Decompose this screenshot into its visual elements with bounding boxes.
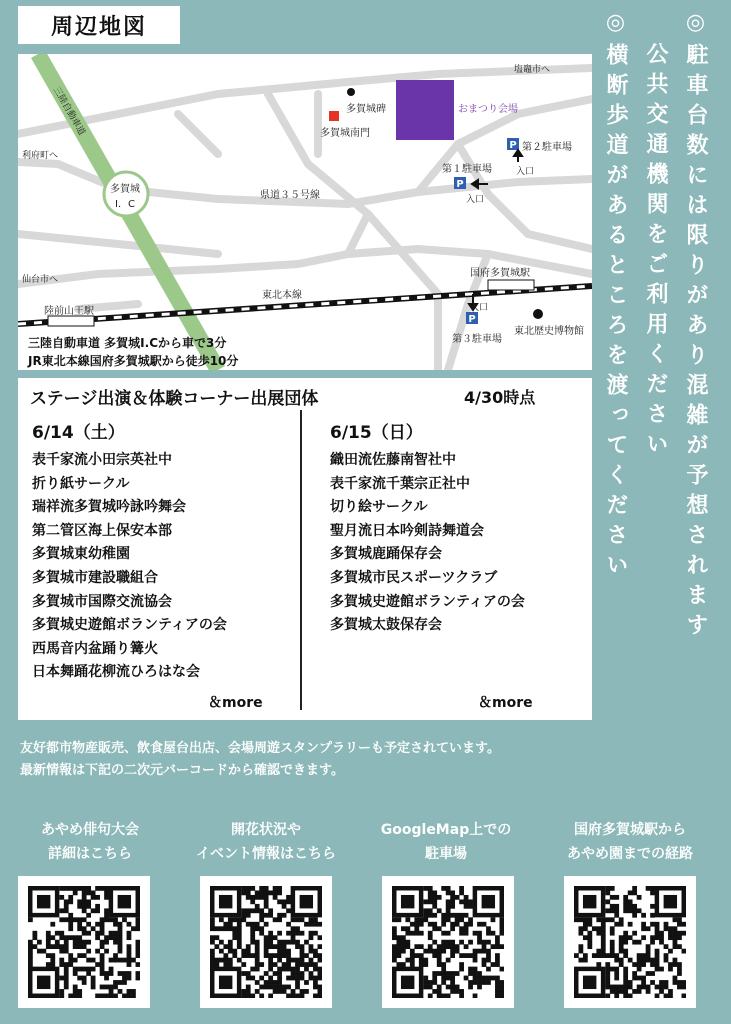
qr-code-icon: [392, 886, 504, 998]
qr-code-icon: [210, 886, 322, 998]
qr-caption-line: GoogleMap上での: [380, 822, 512, 838]
qr-caption-line: 開花状況や: [231, 822, 301, 838]
info-line-2: 最新情報は下記の二次元バーコードから確認できます。: [20, 763, 344, 778]
shiogama-direction: 塩竈市へ: [514, 65, 551, 75]
qr-caption-route: [540, 818, 720, 870]
kokufu-station-label: 国府多賀城駅: [470, 268, 530, 279]
station-kokufu: [488, 280, 534, 290]
parking3-label: 第３駐車場: [452, 334, 502, 345]
south-gate-marker: [329, 111, 339, 121]
rikuzen-station-label: 陸前山王駅: [44, 306, 94, 317]
parking-letter-2: P: [509, 140, 517, 151]
qr-code-route[interactable]: [564, 876, 696, 1008]
qr-code-icon: [28, 886, 140, 998]
museum-marker: [533, 309, 543, 319]
qr-code-haiku[interactable]: [18, 876, 150, 1008]
parking1-label: 第１駐車場: [442, 164, 492, 175]
expressway-label: 三陸自動車道: [50, 85, 87, 138]
day2-group: 表千家流千葉宗正社中: [330, 475, 470, 492]
entrance-label-1: 入口: [466, 195, 485, 205]
day1-group: 多賀城市国際交流協会: [32, 593, 172, 610]
qr-caption-parking: [356, 818, 536, 870]
groups-title: ステージ出演＆体験コーナー出展団体: [30, 389, 319, 409]
qr-caption-line: 詳細はこちら: [48, 846, 132, 862]
day1-group: 日本舞踊花柳流ひろはな会: [32, 664, 200, 681]
qr-caption-line: 駐車場: [425, 846, 467, 862]
museum-label: 東北歴史博物館: [514, 326, 584, 337]
notice-parking: ◎駐車台数には限りがあり混雑が予想されます: [683, 10, 708, 643]
qr-code-parking[interactable]: [382, 876, 514, 1008]
day2-group: 織田流佐藤南智社中: [330, 452, 456, 468]
qr-caption-line: イベント情報はこちら: [196, 846, 336, 862]
south-gate-label: 多賀城南門: [320, 128, 370, 139]
info-line-1: 友好都市物産販売、飲食屋台出店、会場周遊スタンプラリーも予定されています。: [20, 741, 500, 756]
venue-block: [396, 80, 454, 140]
day1-group: 多賀城東幼稚園: [32, 546, 130, 563]
day2-label: 6/15（日）: [330, 423, 423, 443]
day1-group: 西馬音内盆踊り篝火: [32, 640, 158, 657]
day1-label: 6/14（土）: [32, 423, 125, 443]
access-car: 三陸自動車道 多賀城I.Cから車で3分: [28, 336, 227, 350]
route35-label: 県道３５号線: [260, 190, 320, 201]
qr-caption-haiku: [0, 818, 180, 870]
page-title: 周辺地図: [50, 14, 147, 40]
day1-column: [32, 418, 227, 685]
parking-letter-3: P: [468, 314, 476, 325]
title-box: [18, 6, 180, 44]
qr-code-bloom[interactable]: [200, 876, 332, 1008]
station-rikuzen: [48, 316, 94, 326]
day2-group: 多賀城太鼓保存会: [330, 617, 442, 634]
day2-more: ＆more: [478, 695, 533, 711]
access-train: JR東北本線国府多賀城駅から徒歩10分: [28, 354, 239, 368]
day2-group: 多賀城史遊館ボランティアの会: [330, 593, 525, 610]
day2-group: 聖月流日本吟剣詩舞道会: [330, 522, 484, 539]
day1-group: 表千家流小田宗英社中: [32, 452, 172, 468]
sendai-direction: 仙台市へ: [22, 275, 59, 285]
area-map: [18, 54, 592, 370]
qr-caption-bloom: [176, 818, 356, 870]
day2-group: 多賀城市民スポーツクラブ: [330, 569, 498, 586]
parking2-label: 第２駐車場: [522, 142, 572, 153]
notice-crossing: ◎横断歩道があるところを渡ってください: [603, 10, 628, 583]
day1-group: 多賀城市建設職組合: [32, 569, 158, 586]
groups-as-of: 4/30時点: [464, 388, 536, 407]
day1-group: 多賀城史遊館ボランティアの会: [32, 617, 227, 634]
column-divider: [300, 410, 302, 710]
tohoku-line-label: 東北本線: [262, 290, 302, 301]
rifu-direction: 利府町へ: [22, 151, 59, 161]
day1-more: ＆more: [208, 695, 263, 711]
qr-caption-line: 国府多賀城駅から: [574, 822, 686, 838]
day2-column: [330, 418, 525, 638]
day1-group: 瑞祥流多賀城吟詠吟舞会: [32, 499, 186, 516]
info-text: [20, 738, 500, 782]
qr-caption-line: あやめ俳句大会: [41, 822, 139, 838]
monument-marker: [347, 88, 355, 96]
day2-group: 多賀城鹿踊保存会: [330, 546, 442, 563]
venue-label: おまつり会場: [458, 104, 518, 115]
day2-group: 切り絵サークル: [330, 499, 428, 516]
qr-code-icon: [574, 886, 686, 998]
ic-label: 多賀城 I．C: [110, 184, 140, 210]
day1-group: 折り紙サークル: [32, 475, 130, 492]
day1-group: 第二管区海上保安本部: [32, 522, 172, 539]
parking-letter-1: P: [456, 179, 464, 190]
entrance-label-3: 入口: [470, 303, 489, 313]
notice-transit: 公共交通機関をご利用ください: [643, 42, 668, 462]
entrance-label-2: 入口: [516, 167, 535, 177]
qr-caption-line: あやめ園までの経路: [567, 846, 693, 862]
monument-label: 多賀城碑: [346, 104, 386, 115]
groups-panel: [18, 378, 592, 720]
